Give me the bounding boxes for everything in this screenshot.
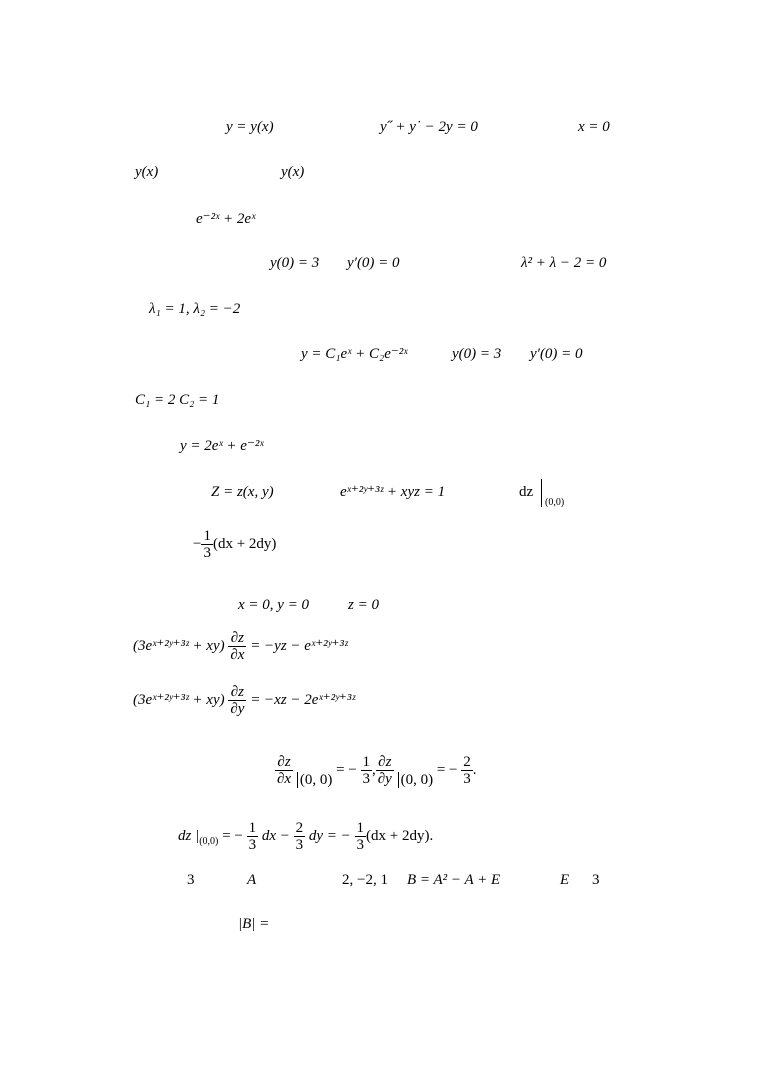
- eval-point: (0, 0): [398, 772, 434, 788]
- denominator: 3: [248, 837, 257, 853]
- fraction-b: [294, 820, 306, 853]
- z-value: z = 0: [348, 597, 379, 613]
- fraction-one-third: [201, 528, 213, 561]
- answer-differential: [193, 528, 276, 561]
- fraction-one-third: [361, 754, 373, 787]
- numerator: 1: [356, 820, 364, 836]
- coefficient: (3eˣ⁺²ʸ⁺³ᶻ + xy): [133, 637, 225, 654]
- partial-z-y-eval: [376, 754, 394, 787]
- numerator: 2: [463, 754, 471, 770]
- denominator: 3: [356, 837, 364, 853]
- partial-values: [275, 754, 477, 789]
- denominator: 3: [203, 545, 211, 561]
- partial-z-y: [228, 684, 246, 717]
- particular-solution: y = 2eˣ + e⁻²ˣ: [180, 438, 264, 454]
- fraction-a: [247, 820, 259, 853]
- dz-label: dz: [519, 484, 534, 500]
- general-solution: y = C₁eˣ + C₂e⁻²ˣ: [301, 346, 408, 362]
- equation-ode: y˝ + y˙ − 2y = 0: [380, 119, 478, 135]
- constants: C₁ = 2 C₂ = 1: [135, 392, 220, 408]
- condition-y0: y(0) = 3: [452, 346, 502, 362]
- eval-point: (0,0): [199, 835, 219, 847]
- partial-z-x: [228, 630, 246, 663]
- dy-term: dy = −: [308, 827, 351, 844]
- expr-y-x-1: y(x): [135, 164, 159, 180]
- numerator: 1: [203, 528, 211, 544]
- order-three: 3: [187, 872, 195, 888]
- evaluation-bar: [541, 479, 542, 507]
- denominator: ∂y: [230, 701, 245, 717]
- matrix-a: A: [247, 872, 257, 888]
- point-values: x = 0, y = 0: [238, 597, 310, 613]
- determinant-b: |B| =: [238, 916, 270, 932]
- coefficient: (3eˣ⁺²ʸ⁺³ᶻ + xy): [133, 691, 225, 708]
- initial-condition-yprime0: y′(0) = 0: [347, 255, 400, 271]
- characteristic-roots: λ₁ = 1, λ₂ = −2: [149, 301, 241, 317]
- condition-yprime0: y′(0) = 0: [530, 346, 583, 362]
- eigenvalues: 2, −2, 1: [342, 872, 388, 888]
- differential-sum: (dx + 2dy).: [366, 827, 434, 844]
- equation-x-zero: x = 0: [578, 119, 610, 135]
- dz: dz |: [178, 827, 200, 844]
- identity-e: E: [560, 872, 570, 888]
- eval-point: (0, 0): [297, 772, 333, 788]
- numerator: 1: [362, 754, 370, 770]
- denominator: ∂x: [230, 647, 245, 663]
- total-differential: [178, 820, 433, 853]
- implicit-equation: eˣ⁺²ʸ⁺³ᶻ + xyz = 1: [340, 484, 446, 500]
- fraction-two-thirds: [461, 754, 473, 787]
- equals-minus: = −: [436, 761, 458, 778]
- denominator: 3: [295, 837, 304, 853]
- fraction-c: [355, 820, 367, 853]
- numerator: 2: [295, 820, 304, 836]
- answer-expression: e⁻²ˣ + 2eˣ: [196, 211, 256, 227]
- numerator: ∂z: [228, 684, 246, 701]
- numerator: ∂z: [376, 754, 394, 771]
- denominator: 3: [362, 771, 370, 787]
- numerator: 1: [248, 820, 257, 836]
- dz-point: (0,0): [545, 497, 565, 508]
- numerator: ∂z: [275, 754, 293, 771]
- equals-minus: = −: [222, 827, 243, 844]
- right-side: = −yz − eˣ⁺²ʸ⁺³ᶻ: [250, 637, 348, 654]
- numerator: ∂z: [228, 630, 246, 647]
- implicit-function: Z = z(x, y): [211, 484, 274, 500]
- partial-y-equation: [133, 684, 355, 717]
- partial-z-x-eval: [275, 754, 293, 787]
- denominator: ∂x: [277, 771, 292, 787]
- partial-x-equation: [133, 630, 347, 663]
- period: .: [472, 761, 477, 778]
- comma: ,: [372, 761, 376, 778]
- characteristic-equation: λ² + λ − 2 = 0: [521, 255, 607, 271]
- order-three-2: 3: [592, 872, 600, 888]
- initial-condition-y0: y(0) = 3: [270, 255, 320, 271]
- equals-minus: = −: [336, 761, 357, 778]
- equation-y-of-x: y = y(x): [226, 119, 274, 135]
- differential-sum: (dx + 2dy): [212, 535, 277, 552]
- matrix-b-definition: B = A² − A + E: [407, 872, 501, 888]
- right-side: = −xz − 2eˣ⁺²ʸ⁺³ᶻ: [250, 691, 355, 708]
- minus-sign: −: [193, 535, 202, 552]
- denominator: ∂y: [377, 771, 392, 787]
- dx-term: dx −: [261, 827, 290, 844]
- expr-y-x-2: y(x): [281, 164, 305, 180]
- denominator: 3: [463, 771, 471, 787]
